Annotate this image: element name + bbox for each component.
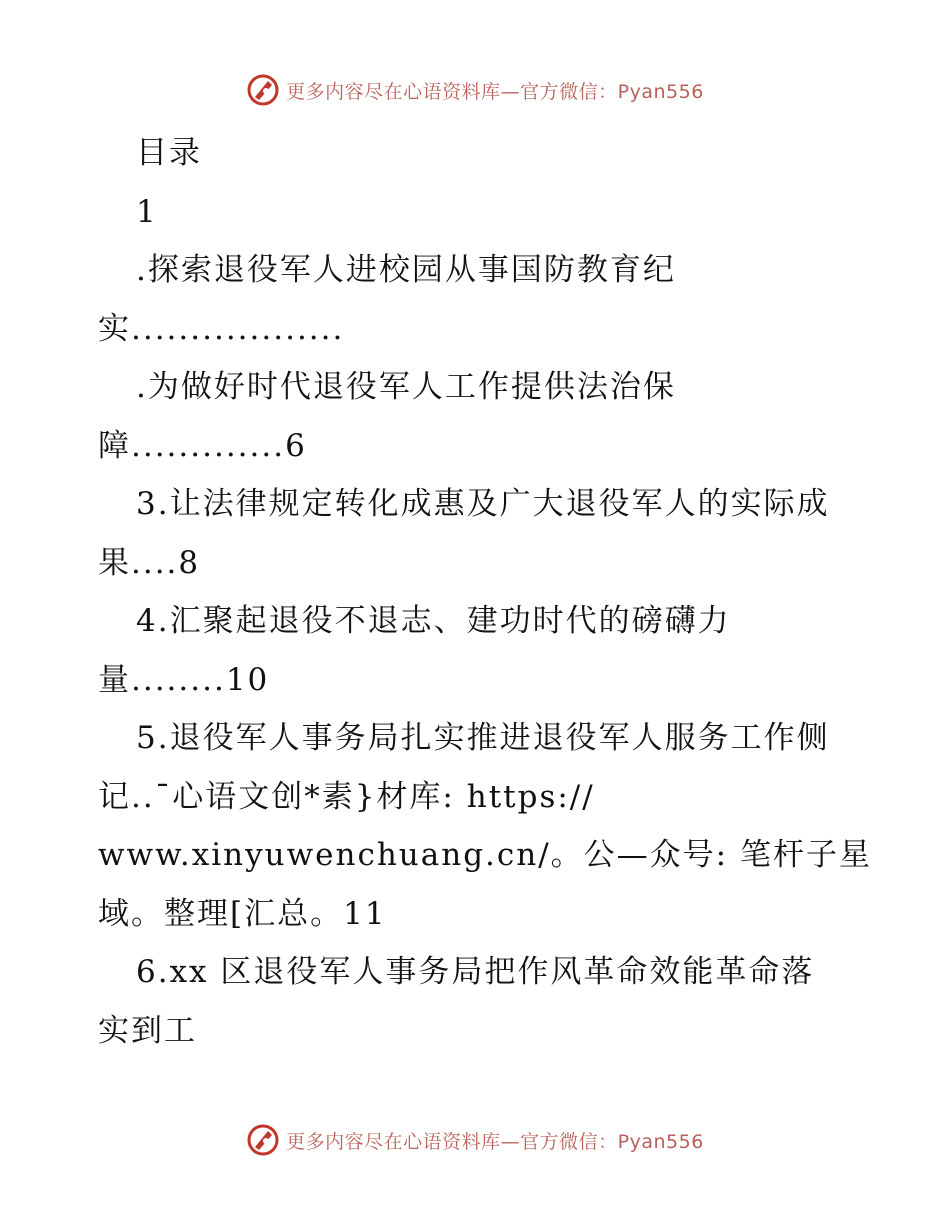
- toc-line: 5.退役军人事务局扎实推进退役军人服务工作侧: [136, 720, 830, 756]
- toc-line: 障.............6: [98, 427, 307, 464]
- toc-line: .探索退役军人进校园从事国防教育纪: [136, 252, 676, 288]
- toc-line: 1: [136, 193, 158, 230]
- footer-watermark-text: 更多内容尽在心语资料库—官方微信：Pyan556: [286, 1130, 704, 1153]
- toc-line: 量........10: [98, 661, 270, 698]
- header-watermark: [0, 70, 950, 110]
- toc-line: 域。整理[汇总。11: [98, 895, 387, 932]
- toc-title: 目录: [136, 135, 202, 171]
- toc-line: .为做好时代退役军人工作提供法治保: [136, 369, 676, 405]
- toc-line: 记..¯心语文创*素}材库: https://: [98, 778, 595, 815]
- logo-icon: [246, 73, 280, 107]
- logo-icon: [246, 1123, 280, 1157]
- toc-line: 实..................: [98, 310, 345, 347]
- footer-watermark: [0, 1120, 950, 1160]
- toc-line: 6.xx 区退役军人事务局把作风革命效能革命落: [136, 954, 815, 990]
- toc-line: 3.让法律规定转化成惠及广大退役军人的实际成: [136, 486, 830, 522]
- toc-line: 4.汇聚起退役不退志、建功时代的磅礴力: [136, 603, 731, 639]
- toc-line: www.xinyuwenchuang.cn/。公—众号: 笔杆子星: [98, 837, 872, 873]
- toc-content: [98, 124, 872, 1060]
- header-watermark-text: 更多内容尽在心语资料库—官方微信：Pyan556: [286, 80, 704, 103]
- toc-line: 实到工: [98, 1012, 197, 1049]
- toc-line: 果....8: [98, 544, 201, 581]
